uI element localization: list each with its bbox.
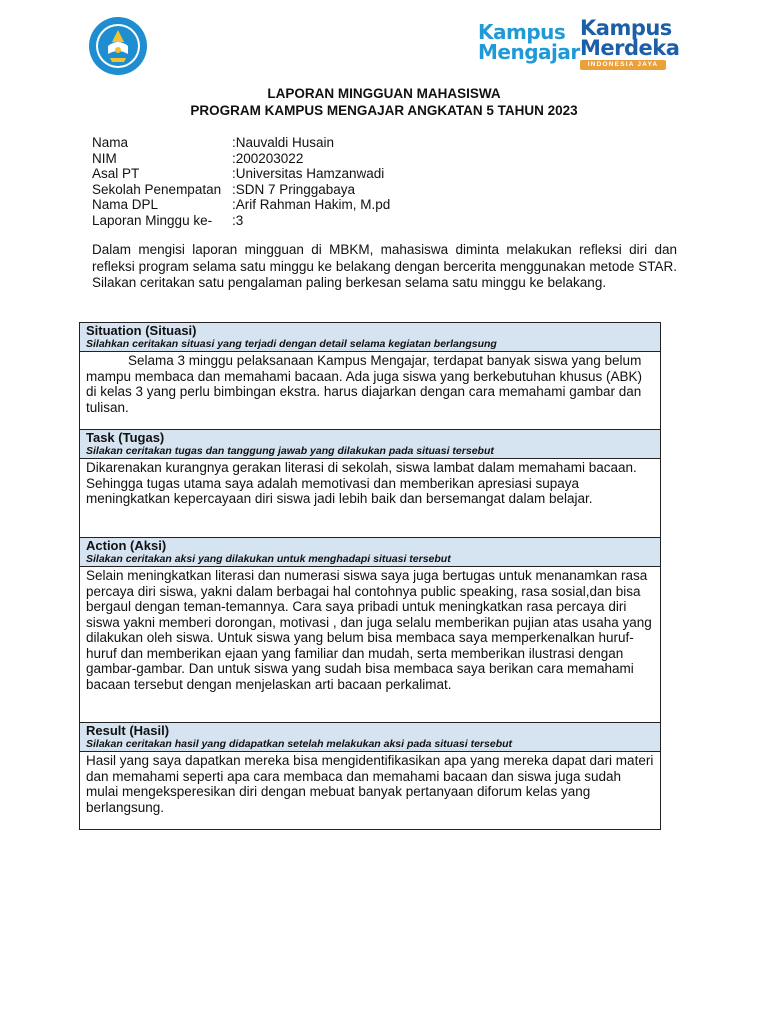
kampus-merdeka-logo-strip: INDONESIA JAYA [580,60,666,70]
identity-value: :Nauvaldi Husain [232,135,335,150]
identity-value: :SDN 7 Pringgabaya [232,181,356,197]
identity-row-minggu [92,213,390,229]
result-body: Hasil yang saya dapatkan mereka bisa mengidentifikasikan apa yang mereka dapat dari materi dan memahami seperti apa cara membaca dan memahami bacaan dan siswa juga sudah mulai mengeksperesikan diri dengan mebuat banyak pertanyaan diforum kelas yang berlangsung. [80,751,660,829]
kampus-mengajar-logo-line1: Kampus [478,20,566,44]
identity-value: :3 [232,212,244,228]
section-subtitle: Silakan ceritakan tugas dan tanggung jawab yang dilakukan pada situasi tersebut [86,445,494,457]
identity-label: Sekolah Penempatan [92,181,222,197]
identity-row-nim [92,151,390,167]
situation-header [80,323,660,351]
report-subtitle: PROGRAM KAMPUS MENGAJAR ANGKATAN 5 TAHUN 2023 [190,103,578,118]
section-title: Task (Tugas) [86,430,165,445]
result-header [80,722,660,751]
section-title: Result (Hasil) [86,723,170,738]
identity-label: NIM [92,150,117,166]
kampus-mengajar-logo-line2: Mengajar [478,40,580,64]
tut-wuri-handayani-emblem-icon [88,16,148,76]
identity-row-nama [92,135,390,151]
identity-label: Laporan Minggu ke- [92,212,213,228]
identity-row-asal-pt [92,166,390,182]
section-title: Situation (Situasi) [86,323,197,338]
kampus-merdeka-logo [580,16,680,74]
section-subtitle: Silakan ceritakan aksi yang dilakukan untuk menghadapi situasi tersebut [86,553,451,565]
section-subtitle: Silahkan ceritakan situasi yang terjadi dengan detail selama kegiatan berlangsung [86,338,497,350]
kampus-merdeka-logo-line2: Merdeka [580,36,680,60]
action-body: Selain meningkatkan literasi dan numerasi siswa saya juga bertugas untuk menanamkan rasa percaya diri siswa, yakni dalam berbagai hal contohnya public speaking, rasa sosial,dan bisa bergaul dengan teman-temannya. Cara saya pribadi untuk meningkatkan rasa percaya diri siswa yakni memberi dorongan, motivasi , dan juga selalu memberikan pujian atas usaha yang dilakukan oleh siswa. Untuk siswa yang belum bisa membaca saya memperkenalkan huruf-huruf dan memberikan ejaan yang familiar dan mudah, serta memberikan ilustrasi dengan gambar-gambar. Dan untuk siswa yang sudah bisa membaca saya berikan cara memahami bacaan tersebut dengan menjelaskan arti bacaan perkalimat. [80,566,660,722]
identity-label: Asal PT [92,166,140,181]
task-header [80,429,660,458]
identity-label: Nama DPL [92,197,159,212]
report-title: LAPORAN MINGGUAN MAHASISWA [267,86,501,101]
section-subtitle: Silakan ceritakan hasil yang didapatkan setelah melakukan aksi pada situasi tersebut [86,738,513,750]
tut-wuri-handayani-logo [88,16,148,76]
task-body: Dikarenakan kurangnya gerakan literasi di sekolah, siswa lambat dalam memahami bacaan. Sehingga tugas utama saya adalah memotivasi dan memberikan apresiasi supaya meningkatkan kepercayaan diri siswa jadi lebih baik dan bersemangat dalam belajar. [80,458,660,537]
situation-body: Selama 3 minggu pelaksanaan Kampus Mengajar, terdapat banyak siswa yang belum mampu membaca dan memahami bacaan. Ada juga siswa yang berkebutuhan khusus (ABK) di kelas 3 yang perlu bimbingan ekstra. harus diajarkan dengan cara memahami gambar dan tulisan. [80,351,660,429]
identity-value: :200203022 [232,150,304,166]
identity-value: :Arif Rahman Hakim, M.pd [232,197,391,212]
section-title: Action (Aksi) [86,538,167,553]
intro-paragraph: Dalam mengisi laporan mingguan di MBKM, mahasiswa diminta melakukan refleksi diri dan refleksi program selama satu minggu ke belakang dengan bercerita menggunakan metode STAR. Silakan ceritakan satu pengalaman paling berkesan selama satu minggu ke belakang. [92,242,677,290]
identity-label: Nama [92,135,129,150]
identity-row-sekolah [92,182,390,198]
kampus-merdeka-logo-line1: Kampus [580,16,672,40]
identity-value: :Universitas Hamzanwadi [232,166,385,181]
star-table [79,322,661,830]
action-header [80,537,660,566]
identity-row-dpl [92,197,390,213]
identity-block [92,135,390,228]
kampus-mengajar-logo [478,22,578,70]
